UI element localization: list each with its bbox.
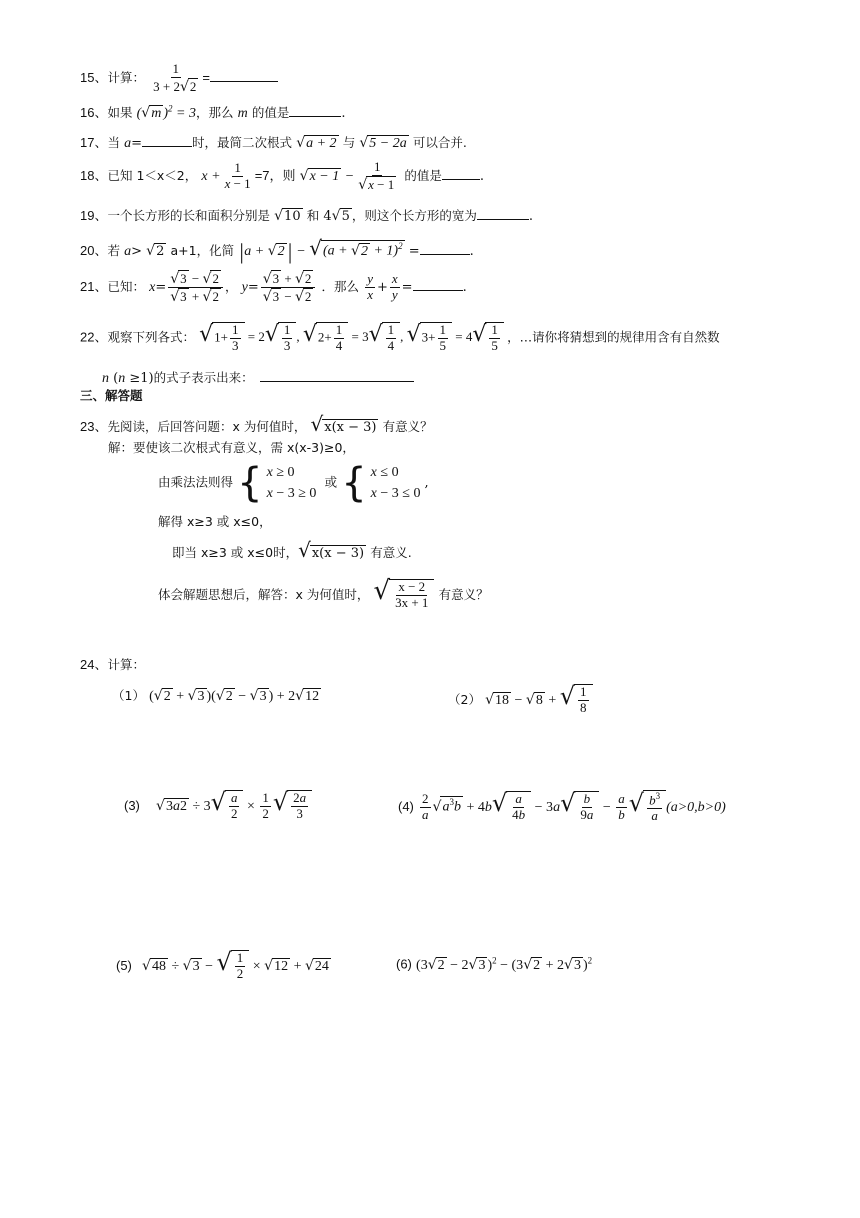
answer-blank[interactable] — [142, 134, 192, 147]
period: . — [479, 169, 485, 185]
part-5: (5) √48 ÷ √3 − √ $\frac{1}{2}$ × √12 + √24 — [116, 948, 329, 982]
question-text: 有意义？ — [438, 587, 489, 602]
section-heading: 三、解答题 — [80, 388, 143, 403]
part-label: (5) — [116, 958, 132, 973]
question-text: ，…请你将猜想到的规律用含有自然数 — [507, 329, 720, 345]
part-2: （2） √18 − √8 + √ $\frac{1}{8}$ — [448, 684, 593, 716]
fraction-x: $\frac{√3 - √2}{√3 + √2}$ — [168, 270, 223, 305]
question-21: 21、已知： x= $\frac{√3 - √2}{√3 + √2}$ ， y= $\frac{√3 + √2}{√3 - √2}$ ．那么 $\frac{y}{x}$ + $\frac{x}{y}$ = . — [80, 271, 467, 306]
question-number: 15、 — [80, 70, 108, 86]
question-text: 观察下列各式： — [107, 329, 195, 345]
separator: ， — [224, 279, 238, 295]
question-text: 先阅读，后回答问题：x 为何值时， — [107, 419, 307, 434]
question-text: 当 — [107, 135, 120, 150]
question-23: 23、先阅读，后回答问题：x 为何值时， √x(x − 3) 有意义？ — [80, 412, 433, 436]
question-19 — [80, 207, 533, 225]
answer-blank[interactable] — [442, 167, 480, 180]
question-15 — [80, 62, 278, 95]
question-24 — [80, 658, 145, 672]
question-text: 一个长方形的长和面积分别是 — [107, 208, 270, 223]
fraction: $\frac{y}{x}$ — [367, 271, 373, 303]
part-4: (4) $\frac{2}{a}$ $√a^3b + 4b√$ $\frac{a}{4b}$ − 3a√ $\frac{b}{9a}$ − $\frac{a}{b}$ √ $\frac{b^3}{a}$ (a>0,b>0) — [398, 788, 726, 824]
question-text: 时，最简二次根式 — [192, 135, 293, 150]
question-text: 有意义？ — [382, 419, 433, 434]
answer-blank[interactable] — [289, 104, 341, 117]
fraction: $\frac{1}{x - 1}$ — [224, 160, 251, 192]
question-text: 可以合并. — [412, 135, 467, 150]
follow-up-question: 体会解题思想后，解答：x 为何值时， √ $\frac{x - 2}{3x + 1}$ 有意义？ — [158, 576, 489, 610]
question-text: 的式子表示出来： — [153, 370, 254, 385]
question-text: ，则这个长方形的宽为 — [351, 208, 477, 223]
fraction: $\frac{1}{3 + 2√2}$ — [153, 61, 197, 95]
question-text: 的值是 — [251, 105, 290, 120]
math-expression: x + — [201, 169, 221, 185]
solution-system: 由乘法法则得 { x ≥ 0 x − 3 ≥ 0 或 { x ≤ 0 x − 3 ≤ 0 , — [158, 460, 429, 506]
part-label: (4) — [398, 798, 414, 814]
question-text: 与 — [342, 135, 356, 150]
answer-blank[interactable] — [210, 69, 278, 82]
question-number: 19、 — [80, 208, 108, 223]
answer-blank[interactable] — [413, 278, 463, 291]
solution-text: 或 — [324, 474, 338, 490]
variable: a — [124, 136, 132, 151]
question-number: 20、 — [80, 243, 108, 258]
question-number: 17、 — [80, 135, 108, 150]
fraction-y: $\frac{√3 + √2}{√3 - √2}$ — [261, 270, 316, 305]
period: . — [528, 209, 534, 224]
period: . — [462, 280, 467, 296]
radical: 4√5 — [323, 208, 350, 224]
part-3: (3) √3a2 ÷ 3√ $\frac{a}{2}$ × $\frac{1}{2}$ √ $\frac{2a}{3}$ — [124, 790, 312, 822]
question-20: 20、若 a> √2 a+1，化简 $|a + √2| - √(a + √2 + 1)^2$ = . — [80, 236, 474, 264]
part-label: （2） — [448, 692, 481, 707]
question-number: 18、 — [80, 168, 108, 184]
question-text: 和 — [306, 208, 320, 223]
question-number: 21、 — [80, 279, 108, 295]
question-text: 已知： — [107, 279, 145, 295]
answer-blank[interactable] — [420, 242, 470, 255]
question-number: 16、 — [80, 105, 108, 120]
pattern-expressions: √1+ $\frac{1}{3}$ = 2√ $\frac{1}{3}$ , √2+ $\frac{1}{4}$ = 3√ $\frac{1}{4}$ , √3+ $\frac{1}{5}$ = 4√ $\frac{1}{5}$ — [199, 329, 507, 344]
question-text: ，那么 — [195, 105, 234, 120]
radical: √10 — [274, 208, 301, 224]
solution-text: 由乘法法则得 — [158, 474, 234, 490]
question-text: 如果 — [107, 105, 133, 120]
solution-text: 有意义. — [370, 545, 412, 560]
equals-sign: = — [202, 70, 210, 86]
solution-conclusion: 即当 x≥3 或 x≤0时，√x(x − 3) 有意义. — [172, 538, 412, 562]
part-1: （1） (√2 + √3 )(√2 − √3 ) + 2√12 — [112, 688, 320, 704]
radical-1: √a + 2 — [296, 135, 337, 151]
question-number: 24、 — [80, 657, 108, 672]
question-16 — [80, 104, 346, 123]
answer-blank[interactable] — [477, 207, 529, 220]
question-text: 体会解题思想后，解答：x 为何值时， — [158, 587, 370, 602]
question-number: 23、 — [80, 419, 108, 434]
fraction: $\frac{x}{y}$ — [391, 271, 398, 303]
part-6: (6) (3√2 − 2√3 )$^2$ − (3√2 + 2√3 )$^2$ — [396, 955, 593, 973]
condition: (a>0,b>0) — [666, 799, 726, 815]
variable: m — [237, 106, 248, 121]
question-18 — [80, 160, 484, 193]
question-22 — [80, 322, 720, 354]
question-text: ．那么 — [321, 279, 360, 295]
question-label: 计算： — [107, 70, 145, 86]
question-number: 22、 — [80, 329, 108, 345]
question-text: =7，则 — [254, 168, 296, 184]
math-expression: √x − 1 − — [299, 168, 355, 185]
part-label: (6) — [396, 956, 412, 972]
solution-line: 解得 x≥3 或 x≤0， — [158, 514, 272, 529]
question-22-line-2: n (n ≥1)的式子表示出来： — [102, 369, 414, 386]
equals-sign: = — [131, 136, 143, 151]
question-text: 若 — [107, 243, 120, 258]
solution-text: 即当 x≥3 或 x≤0时， — [172, 545, 299, 560]
question-text: a+1，化简 — [170, 243, 235, 258]
math-expression: (√m )$^2$ = 3 — [136, 103, 196, 121]
radical-2: √5 − 2a — [359, 135, 407, 151]
period: . — [341, 106, 346, 121]
question-text: > — [131, 244, 147, 259]
solution-line: 解：要使该二次根式有意义，需 x(x-3)≥0， — [108, 440, 355, 455]
question-text: 的值是 — [404, 168, 442, 184]
fraction: $\frac{1}{√x - 1}$ — [358, 159, 395, 193]
part-label: (3) — [124, 798, 140, 813]
question-text: 已知 1＜x＜2， — [107, 168, 198, 184]
answer-blank[interactable] — [260, 369, 414, 382]
equals-sign: = — [408, 244, 420, 259]
math-expression: $|a + √2| - √(a + √2 + 1)^2$ — [238, 236, 403, 264]
equals-sign: = — [401, 280, 413, 296]
question-label: 计算： — [107, 657, 145, 672]
variable: a — [124, 244, 132, 259]
part-label: （1） — [112, 688, 145, 703]
question-17 — [80, 134, 467, 153]
period: . — [469, 244, 474, 259]
